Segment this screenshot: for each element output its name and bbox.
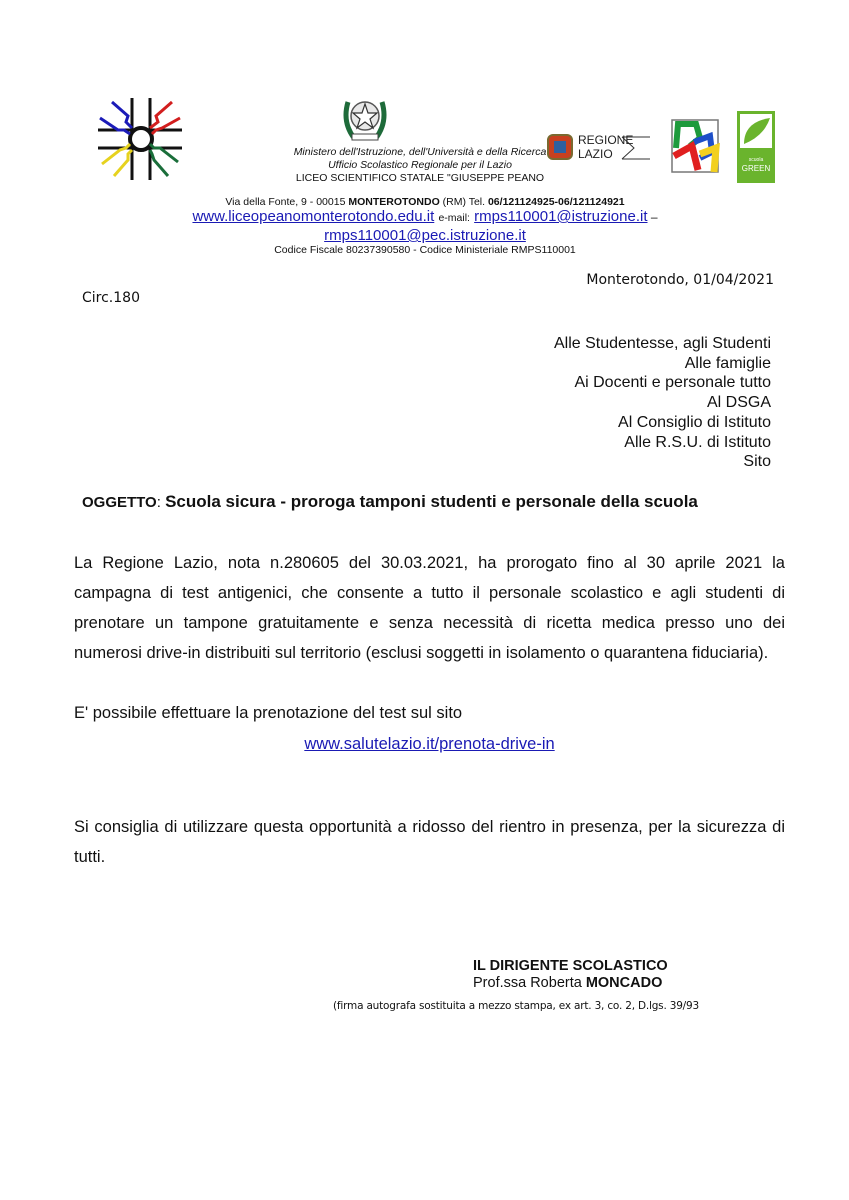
signer-name: [473, 975, 668, 992]
fiscal-codes: Codice Fiscale 80237390580 - Codice Ministeriale RMPS110001: [274, 244, 576, 256]
scuola-green-logo: [737, 111, 775, 183]
green-text: GREEN: [741, 164, 771, 173]
regione-text: REGIONE: [578, 133, 634, 147]
scuola-text: scuola: [748, 157, 764, 163]
email-link[interactable]: rmps110001@istruzione.it: [474, 208, 648, 225]
subject-text: Scuola sicura - proroga tamponi studenti e personale della scuola: [165, 492, 698, 511]
recipients-list: [554, 334, 771, 472]
recipient-item: Sito: [743, 453, 771, 471]
mosaic-logo-icon: [670, 118, 720, 174]
recipient-item: Alle Studentesse, agli Studenti: [553, 335, 771, 352]
body-paragraph-1: La Regione Lazio, nota n.280605 del 30.03.2021, ha prorogato fino al 30 aprile 2021 la campagna di test antigenici, che consente a tutto il personale scolastico e agli studenti di prenotare un tampone gratuitamente e senza necessità di ricetta medica presso uno dei numerosi drive-in distribuiti sul territorio (esclusi soggetti in isolamento o quarantena fiduciaria).: [74, 554, 785, 662]
signature-block: [473, 958, 668, 992]
body-paragraph-2: E' possibile effettuare la prenotazione del test sul sito: [74, 704, 463, 722]
place-date: Monterotondo, 01/04/2021: [586, 272, 774, 288]
recipient-item: Alle R.S.U. di Istituto: [624, 433, 771, 451]
regional-office: Ufficio Scolastico Regionale per il Lazio: [328, 159, 512, 171]
school-address: [120, 196, 730, 208]
circular-number: Circ.180: [82, 290, 140, 306]
phone-numbers: 06/121124925-06/121124921: [487, 196, 625, 208]
email-label: e-mail:: [438, 212, 470, 224]
italian-republic-emblem-icon: [340, 92, 390, 146]
signer-first-name: Prof.ssa Roberta: [473, 975, 586, 991]
signer-surname: MONCADO: [585, 975, 663, 991]
subject-label: OGGETTO: [82, 494, 157, 511]
signature-note: (firma autografa sostituita a mezzo stampa, ex art. 3, co. 2, D.lgs. 39/93: [333, 1000, 699, 1012]
recipient-item: Alle famiglie: [684, 354, 771, 372]
signer-title: IL DIRIGENTE SCOLASTICO: [473, 958, 668, 974]
subject-colon: :: [156, 494, 166, 511]
recipient-item: Ai Docenti e personale tutto: [574, 374, 771, 392]
school-name: LICEO SCIENTIFICO STATALE "GIUSEPPE PEANO: [295, 172, 545, 184]
address-region: (RM) Tel.: [439, 196, 488, 208]
website-link[interactable]: www.liceopeanomonterotondo.edu.it: [192, 208, 435, 225]
pec-email-link[interactable]: rmps110001@pec.istruzione.it: [324, 227, 526, 244]
lazio-text: LAZIO: [578, 147, 613, 161]
booking-link[interactable]: www.salutelazio.it/prenota-drive-in: [304, 735, 555, 753]
regione-lazio-logo: [546, 131, 654, 165]
booking-link-line: [74, 735, 785, 754]
contact-links: [120, 208, 730, 245]
recipient-item: Al Consiglio di Istituto: [618, 413, 771, 431]
separator-dash: –: [647, 210, 658, 224]
address-city: MONTEROTONDO: [348, 196, 440, 208]
subject-line: [82, 492, 762, 513]
body-paragraph-3: Si consiglia di utilizzare questa opportunità a ridosso del rientro in presenza, per la sicurezza di tutti.: [74, 818, 785, 866]
address-street: Via della Fonte, 9 - 00015: [225, 196, 349, 208]
ministry-name: Ministero dell'Istruzione, dell'Università e della Ricerca: [293, 146, 547, 158]
recipient-item: Al DSGA: [706, 394, 771, 412]
